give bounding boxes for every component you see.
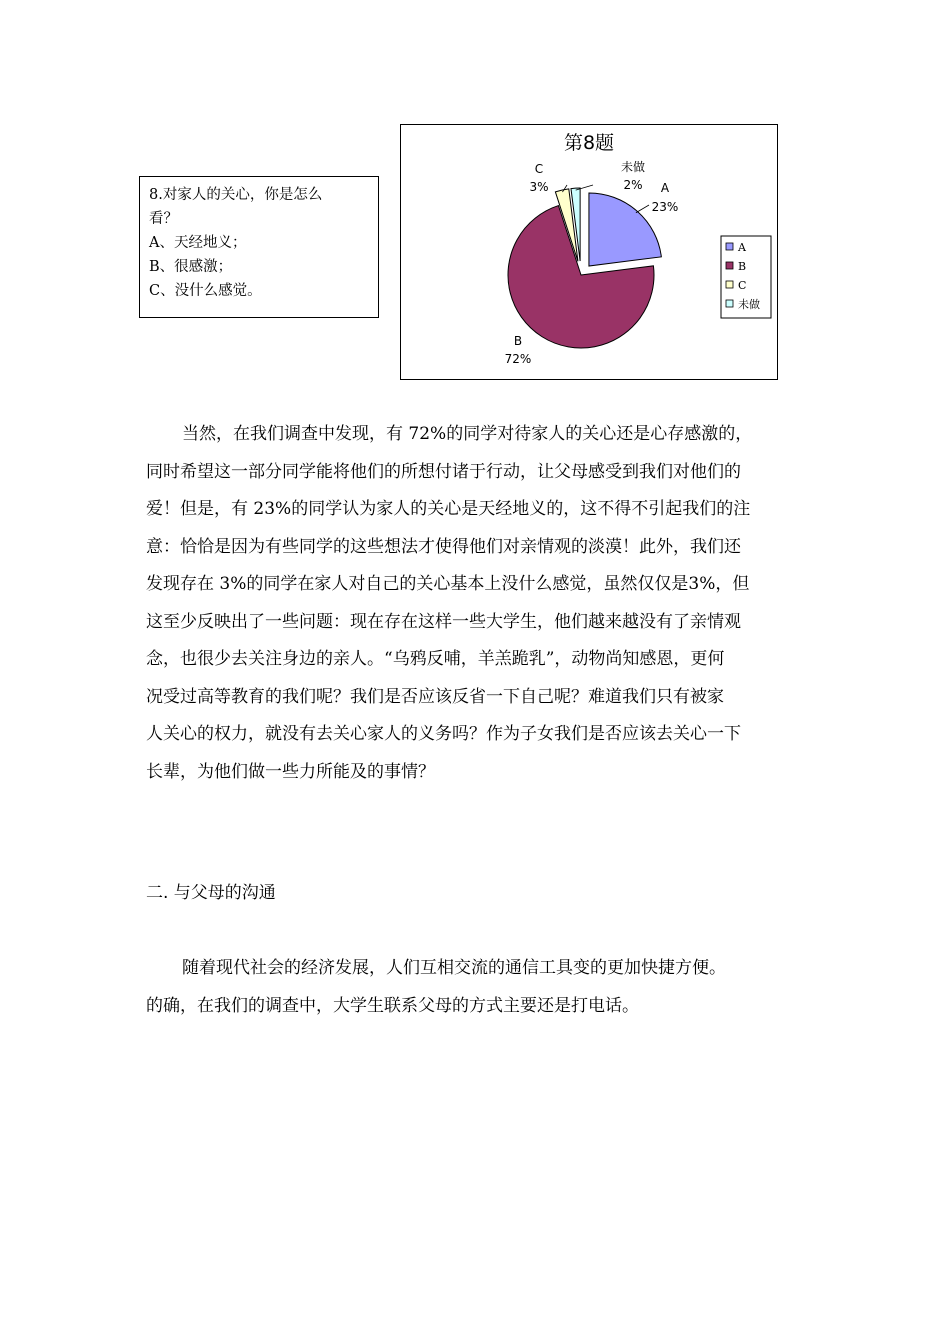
question-box — [139, 176, 379, 318]
legend-swatch — [726, 300, 733, 307]
legend-swatch — [726, 262, 733, 269]
slice-label: C — [534, 162, 544, 176]
text-line: 这至少反映出了一些问题：现在存在这样一些大学生，他们越来越没有了亲情观 — [146, 611, 741, 632]
slice-percent-label: 23% — [651, 200, 679, 214]
pie-slice-A — [589, 193, 661, 266]
slice-label: B — [513, 334, 523, 348]
slice-label: A — [660, 181, 670, 195]
text-line: 同时希望这一部分同学能将他们的所想付诸于行动，让父母感受到我们对他们的 — [146, 461, 741, 482]
legend-label: 未做 — [738, 298, 760, 311]
legend-label: B — [738, 260, 747, 273]
text-line: 长辈，为他们做一些力所能及的事情？ — [146, 761, 435, 782]
paragraph-1 — [146, 416, 818, 791]
question-line: 8.对家人的关心，你是怎么 — [149, 187, 323, 203]
pie-chart-box — [400, 124, 778, 380]
text-line: 意：恰恰是因为有些同学的这些想法才使得他们对亲情观的淡漠！此外，我们还 — [146, 536, 741, 557]
slice-percent-label: 72% — [504, 352, 532, 366]
text-line: 人关心的权力，就没有去关心家人的义务吗？作为子女我们是否应该去关心一下 — [146, 724, 741, 744]
slice-percent-label: 3% — [529, 180, 549, 194]
text-line: 爱！但是，有 23%的同学认为家人的关心是天经地义的，这不得不引起我们的注 — [146, 499, 751, 519]
section-heading: 二. 与父母的沟通 — [146, 883, 276, 903]
text-line: 的确，在我们的调查中，大学生联系父母的方式主要还是打电话。 — [146, 995, 639, 1016]
slice-percent-label: 2% — [623, 178, 643, 192]
paragraph-2 — [146, 950, 818, 1025]
legend-label: C — [738, 279, 747, 292]
legend-label: A — [738, 241, 746, 254]
question-line: 看？ — [149, 211, 178, 227]
leader-line — [636, 205, 649, 213]
text-line: 念，也很少去关注身边的亲人。“乌鸦反哺，羊羔跪乳”，动物尚知感恩，更何 — [146, 649, 725, 669]
chart-title: 第8题 — [563, 132, 615, 154]
text-line: 况受过高等教育的我们呢？我们是否应该反省一下自己呢？难道我们只有被家 — [146, 686, 724, 707]
text-line: 随着现代社会的经济发展，人们互相交流的通信工具变的更加快捷方便。 — [182, 958, 726, 978]
slice-label: 未做 — [620, 160, 646, 174]
question-option-a: A、天经地义； — [149, 235, 247, 251]
text-line: 发现存在 3%的同学在家人对自己的关心基本上没什么感觉，虽然仅仅是3%，但 — [146, 574, 750, 594]
legend-swatch — [726, 243, 733, 250]
text-line: 当然，在我们调查中发现，有 72%的同学对待家人的关心还是心存感激的， — [182, 424, 753, 444]
question-option-c: C、没什么感觉。 — [149, 283, 262, 299]
legend-swatch — [726, 281, 733, 288]
pie-chart — [401, 125, 777, 379]
question-option-b: B、很感激； — [149, 259, 233, 275]
